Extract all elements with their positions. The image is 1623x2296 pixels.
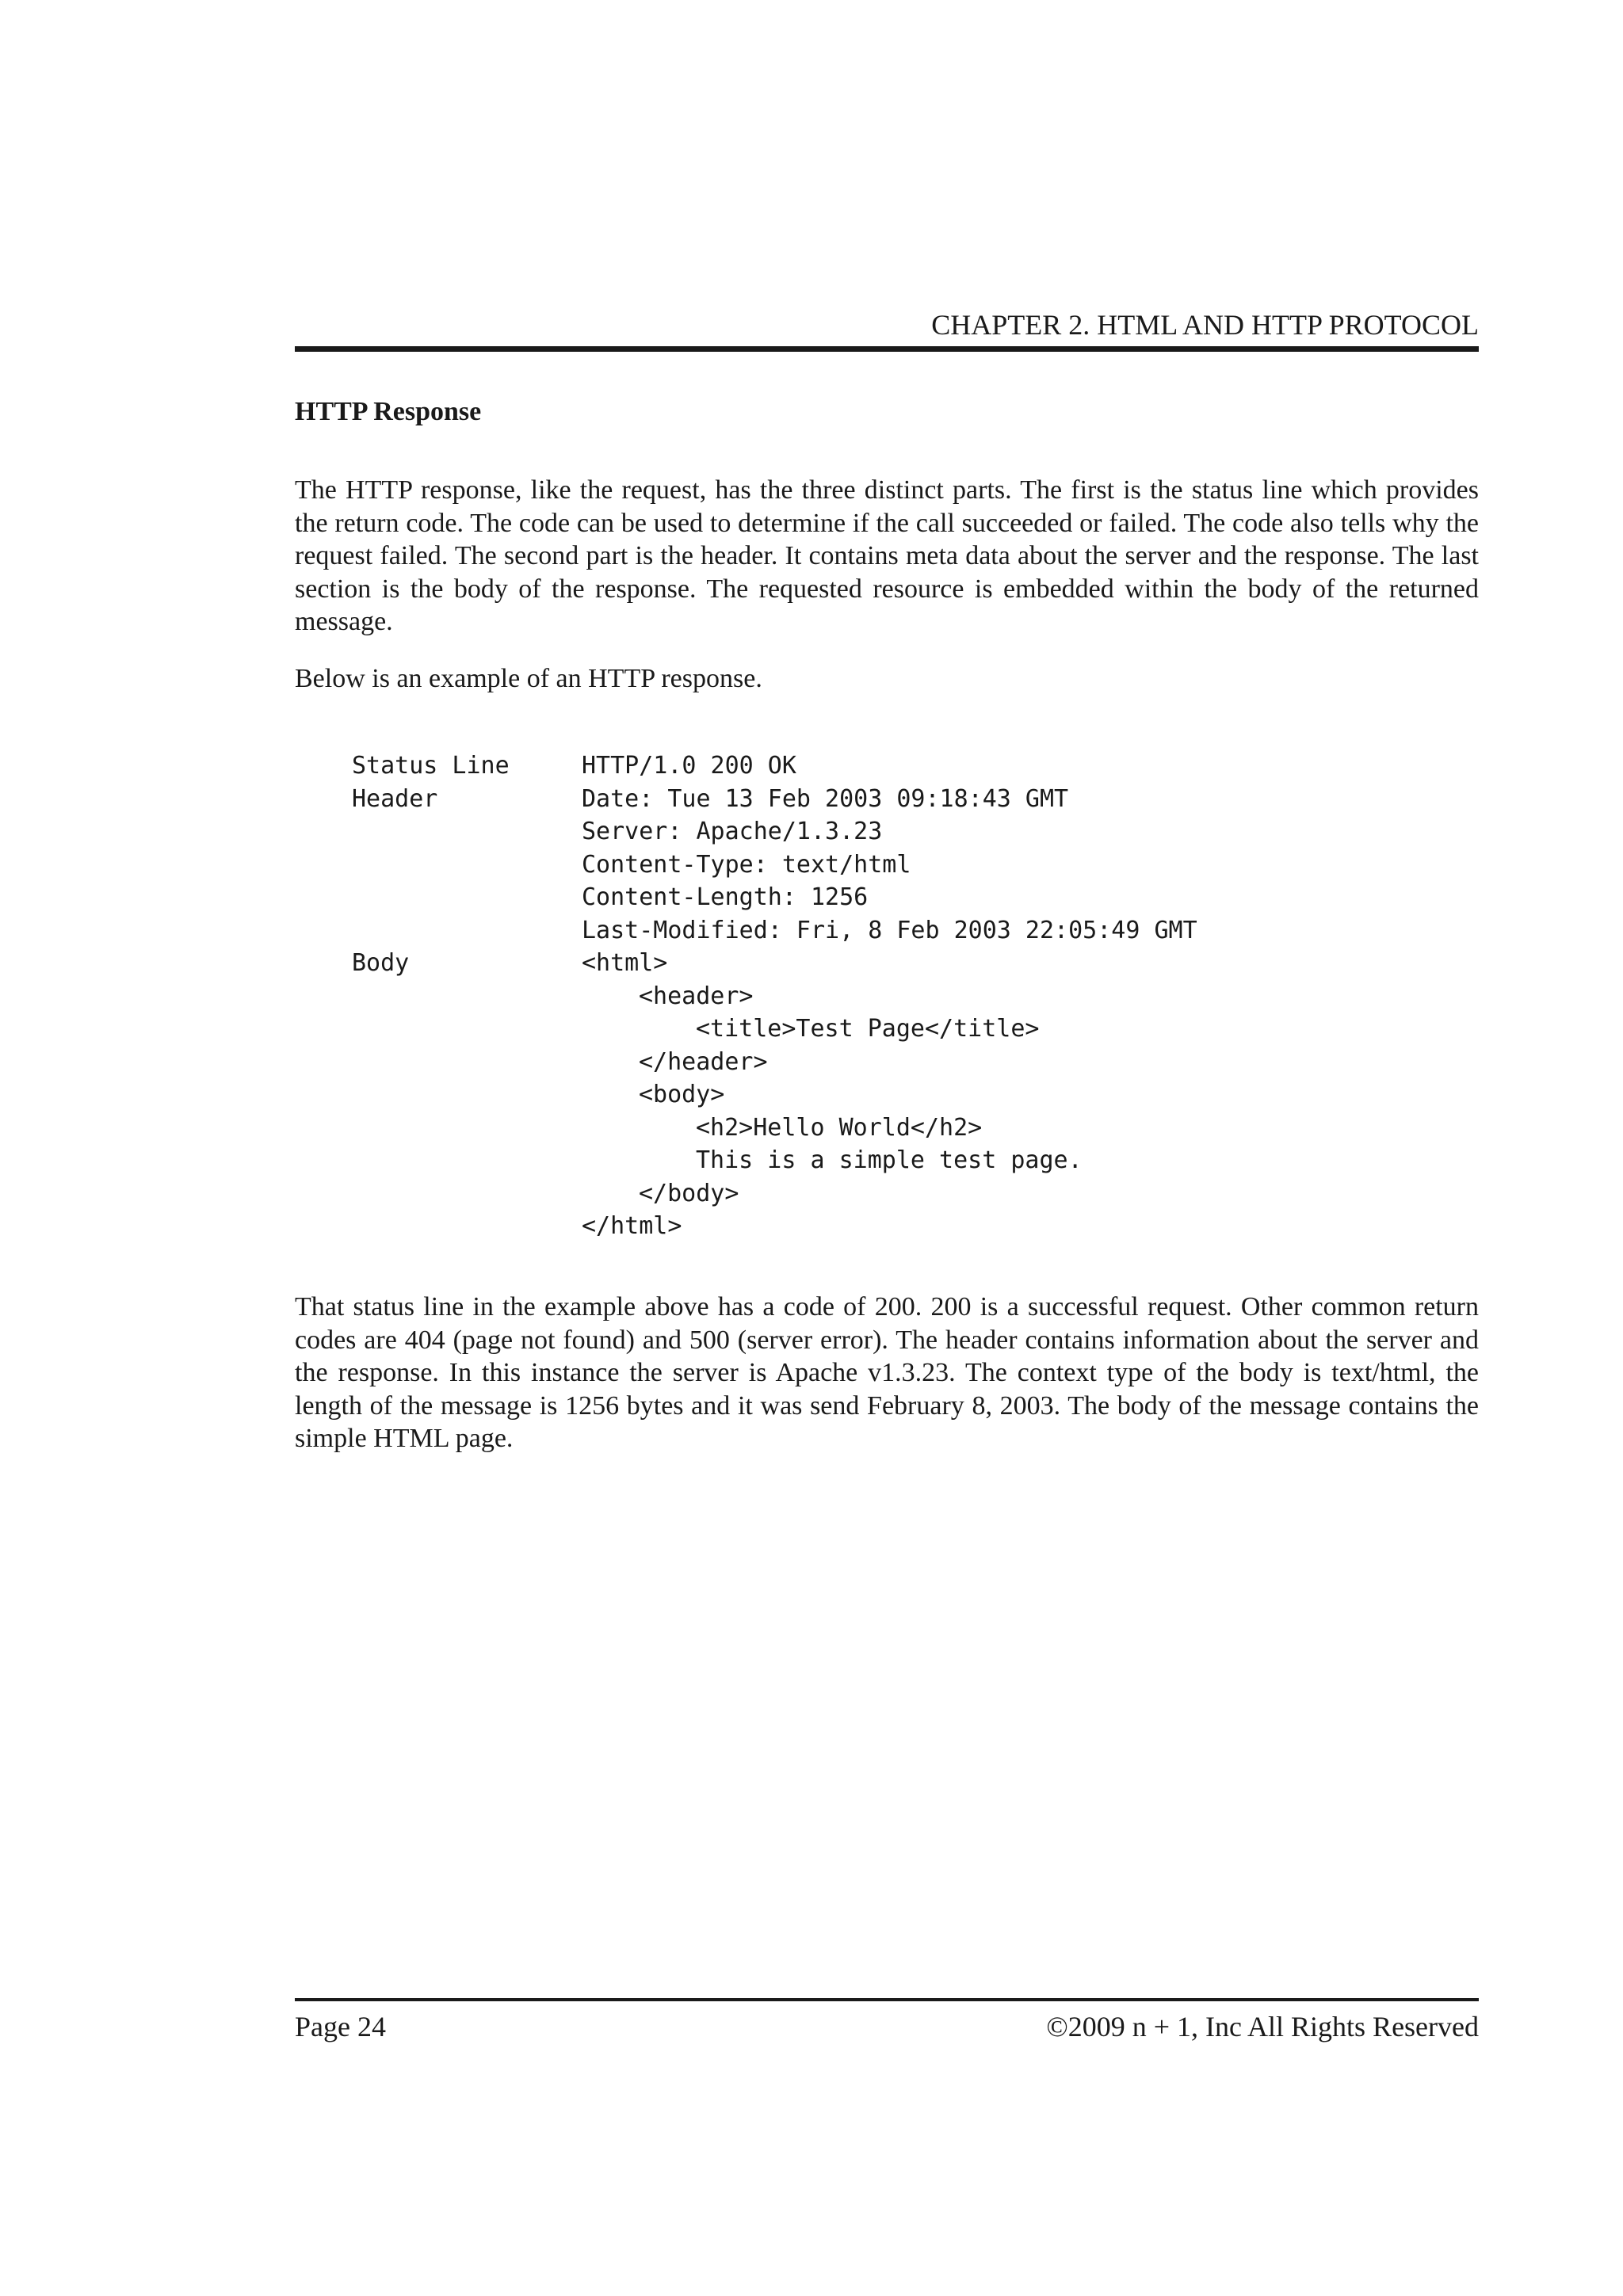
code-row-body	[352, 1177, 1461, 1211]
code-row-body	[352, 1013, 1461, 1046]
code-row-body	[352, 980, 1461, 1013]
http-response-example	[352, 749, 1461, 1243]
code-row-header	[352, 849, 1461, 882]
body-line: <html>	[582, 949, 668, 977]
code-row-body	[352, 1210, 1461, 1243]
header-line: Date: Tue 13 Feb 2003 09:18:43 GMT	[582, 784, 1069, 813]
body-label: Body	[352, 949, 410, 977]
status-line-label: Status Line	[352, 752, 510, 780]
body-line: </header>	[639, 1047, 768, 1076]
code-row-header	[352, 815, 1461, 849]
code-row-body	[352, 1046, 1461, 1079]
code-row-body	[352, 1078, 1461, 1112]
header-line: Content-Length: 1256	[582, 883, 869, 911]
running-header	[295, 307, 1479, 352]
body-line: </body>	[639, 1179, 739, 1207]
body-line: This is a simple test page.	[696, 1146, 1083, 1174]
body-line: <h2>Hello World</h2>	[696, 1113, 983, 1142]
body-line: <body>	[639, 1081, 725, 1108]
code-row-header	[352, 914, 1461, 948]
body-line: <header>	[639, 982, 754, 1010]
code-row-header	[352, 783, 1461, 816]
header-line: Server: Apache/1.3.23	[582, 818, 883, 845]
code-row-header	[352, 881, 1461, 914]
summary-paragraph: That status line in the example above has a code of 200. 200 is a successful request. Other common return codes are 404 (page not found) and 500 (server error). The header contains information about the server and the response. In this instance the server is Apache v1.3.23. The context type of the body is text/html, the length of the message is 1256 bytes and it was send February 8, 2003. The body of the message contains the simple HTML page.	[295, 1292, 1479, 1453]
example-intro-paragraph: Below is an example of an HTTP response.	[295, 664, 762, 693]
page-footer	[295, 1998, 1479, 2042]
header-line: Last-Modified: Fri, 8 Feb 2003 22:05:49 GMT	[582, 916, 1197, 944]
code-row-body	[352, 947, 1461, 980]
section-title: HTTP Response	[295, 397, 482, 426]
chapter-title: CHAPTER 2. HTML AND HTTP PROTOCOL	[931, 309, 1479, 341]
header-label: Header	[352, 784, 438, 813]
code-row-body	[352, 1144, 1461, 1177]
intro-paragraph: The HTTP response, like the request, has the three distinct parts. The first is the status line which provides the return code. The code can be used to determine if the call succeeded or failed. The code also tells why the request failed. The second part is the header. It contains meta data about the server and the response. The last section is the body of the response. The requested resource is embedded within the body of the returned message.	[295, 475, 1479, 636]
copyright-notice: ©2009 n + 1, Inc All Rights Reserved	[1046, 2011, 1479, 2042]
body-line: </html>	[582, 1212, 682, 1240]
page-number: Page 24	[295, 2011, 386, 2042]
code-row-status	[352, 749, 1461, 783]
body-line: <title>Test Page</title>	[696, 1015, 1040, 1043]
status-line-value: HTTP/1.0 200 OK	[582, 752, 796, 780]
header-line: Content-Type: text/html	[582, 850, 911, 879]
code-row-body	[352, 1112, 1461, 1145]
